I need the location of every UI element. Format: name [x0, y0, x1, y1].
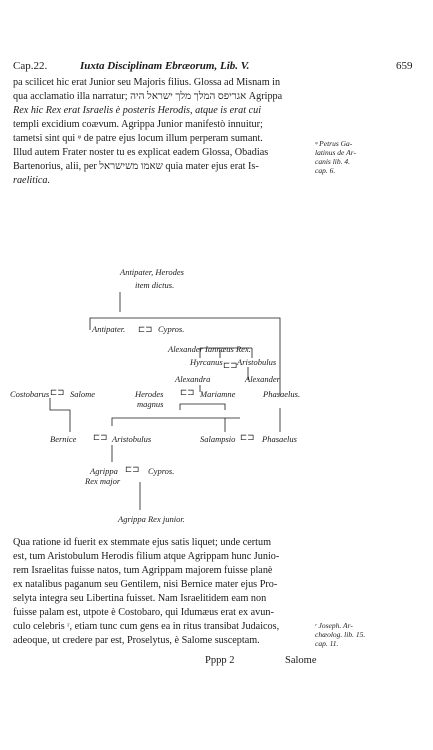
tree-name-aristobulus-son: Aristobulus — [112, 434, 152, 444]
text-line: adeoque, ut credere par est, Proselytus, è Salome susceptam. — [13, 635, 260, 646]
running-title: Iuxta Disciplinam Ebræorum, Lib. V. — [80, 60, 250, 72]
page-number: 659 — [396, 60, 413, 72]
tree-name-salampsio: Salampsio — [200, 434, 236, 444]
text-line: qua acclamatio illa narratur; אגריפס המלך מלך ישראל היה Agrippa — [13, 91, 283, 102]
marriage-mark: ⊏⊐ — [50, 387, 65, 397]
tree-name-magnus: magnus — [137, 399, 164, 409]
text-line: fuisse palam est, utpote è Costobaro, qui Idumæus erat ex avun- — [13, 607, 274, 618]
tree-name-phasaelus: Phasaelus. — [263, 389, 301, 399]
note-line: canis lib. 4. — [315, 157, 350, 166]
tree-name-item-dictus: item dictus. — [135, 280, 175, 290]
note-line: cap. 11. — [315, 639, 339, 648]
tree-name-antipater: Antipater. — [92, 324, 126, 334]
text-line: culo celebris ʳ, etiam tunc cum gens ea in ritus transibat Judaicos, — [13, 621, 280, 632]
text-line: ex natalibus paganum seu Gentilem, nisi Bernice mater ejus Pro- — [13, 579, 278, 590]
text-line: selyta integra seu Libertina fuisset. Nam Israelitidem eam non — [13, 593, 267, 604]
note-line: ʳ Joseph. Ar- — [315, 621, 353, 630]
marriage-mark: ⊏⊐ — [180, 387, 195, 397]
text-line: pa scilicet hic erat Junior seu Majoris filius. Glossa ad Misnam in — [13, 77, 281, 88]
tree-name-alexandra: Alexandra — [175, 374, 211, 384]
tree-name-mariamne: Mariamne — [200, 389, 236, 399]
text-line: Rex hic Rex erat Israelis è posteris Herodis, atque is erat cui — [13, 105, 262, 116]
note-line: chæolog. lib. 15. — [315, 630, 366, 639]
tree-name-antipater-herodes: Antipater, Herodes — [120, 267, 184, 277]
marriage-mark: ⊏⊐ — [93, 432, 108, 442]
tree-name-hyrcanus: Hyrcanus — [190, 357, 223, 367]
marriage-mark: ⊏⊐ — [138, 324, 153, 334]
note-line: cap. 6. — [315, 166, 336, 175]
tree-name-salome: Salome — [70, 389, 96, 399]
tree-name-costobarus: Costobarus — [10, 389, 50, 399]
text-line: raelitica. — [13, 175, 51, 186]
marriage-mark: ⊏⊐ — [125, 464, 140, 474]
tree-name-phasaelus-son: Phasaelus — [262, 434, 297, 444]
chapter-label: Cap.22. — [13, 60, 48, 72]
catchword: Salome — [285, 655, 317, 666]
text-line: Illud autem Frater noster tu es explicat eadem Glossa, Obadias — [13, 147, 269, 158]
tree-name-agrippa-junior: Agrippa Rex junior. — [118, 514, 185, 524]
text-line: Bartenorius, alii, per שאמו משישראל quia mater ejus erat Is- — [13, 161, 259, 172]
tree-name-alexander: Alexander — [245, 374, 280, 384]
text-line: rem Israelitas fuisse natos, tum Agrippam majorem fuisse planè — [13, 565, 273, 576]
tree-name-aristobulus: Aristobulus — [237, 357, 277, 367]
text-line: est, tum Aristobulum Herodis filium atque Agrippam hunc Junio- — [13, 551, 280, 562]
signature-mark: Pppp 2 — [205, 655, 235, 666]
tree-name-bernice: Bernice — [50, 434, 77, 444]
tree-name-cypros-2: Cypros. — [148, 466, 175, 476]
tree-name-alexander-iannaeus: Alexander Iannæus Rex. — [168, 344, 251, 354]
tree-name-rex-major: Rex major — [85, 476, 121, 486]
text-line: tametsi sint qui ᵠ de patre ejus locum illum perperam sumant. — [13, 133, 263, 144]
marriage-mark: ⊏⊐ — [240, 432, 255, 442]
text-line: Qua ratione id fuerit ex stemmate ejus satis liquet; unde certum — [13, 537, 272, 548]
tree-name-cypros: Cypros. — [158, 324, 185, 334]
tree-name-agrippa: Agrippa — [90, 466, 118, 476]
note-line: ᵠ Petrus Ga- — [315, 139, 353, 148]
note-line: latinus de Ar- — [315, 148, 356, 157]
marriage-mark: ⊏⊐ — [223, 360, 238, 370]
text-line: templi excidium coævum. Agrippa Junior manifestò innuitur; — [13, 119, 263, 130]
tree-name-herodes: Herodes — [135, 389, 164, 399]
